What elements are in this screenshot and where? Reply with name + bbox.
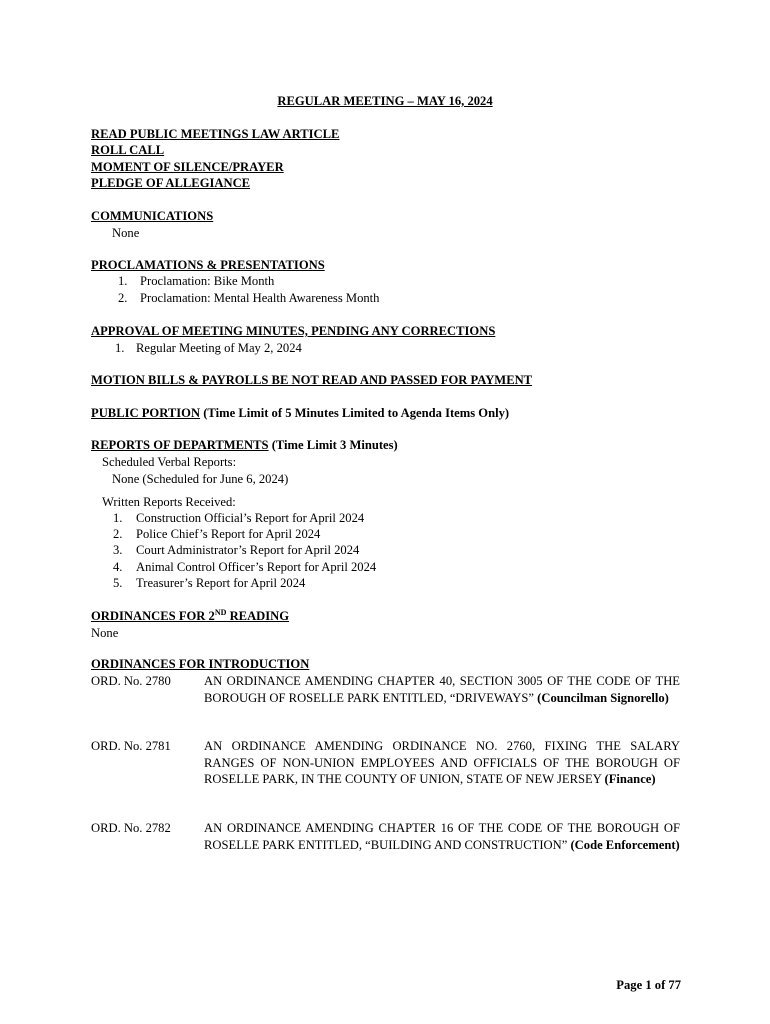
verbal-reports-text: None (Scheduled for June 6, 2024) [112,472,289,486]
ordinance-sponsor: (Code Enforcement) [570,837,680,852]
ordinance-number: ORD. No. 2782 [91,821,171,835]
heading-superscript: ND [214,608,227,617]
ordinance-number: ORD. No. 2781 [91,739,171,753]
list-item-number: 3. [113,543,123,557]
page-title: REGULAR MEETING – MAY 16, 2024 [277,94,493,108]
reports-note: (Time Limit 3 Minutes) [268,438,398,452]
communications-heading: COMMUNICATIONS [91,209,214,223]
public-portion-heading: PUBLIC PORTION [91,406,201,420]
ordinance-title: AN ORDINANCE AMENDING CHAPTER 40, SECTION 3005 OF THE CODE OF THE BOROUGH OF ROSELLE PARK ENTITLED, “DRIVEWAYS” [204,674,680,705]
list-item-number: 5. [113,576,123,590]
heading-text: ORDINANCES FOR 2 [91,609,215,623]
written-reports-label: Written Reports Received: [102,495,236,509]
ordinance-description [204,673,680,706]
opening-item: READ PUBLIC MEETINGS LAW ARTICLE [91,127,340,141]
list-item: Court Administrator’s Report for April 2024 [136,543,360,557]
ordinance-description [204,820,680,853]
list-item-number: 1. [113,511,123,525]
list-item: Construction Official’s Report for April 2024 [136,511,365,525]
verbal-reports-label: Scheduled Verbal Reports: [102,455,237,469]
list-item: Police Chief’s Report for April 2024 [136,527,321,541]
list-item: Proclamation: Mental Health Awareness Month [140,291,380,305]
ordinance-sponsor: (Councilman Signorello) [537,690,669,705]
list-item-number: 2. [113,527,123,541]
communications-text: None [112,226,140,240]
public-portion-note: (Time Limit of 5 Minutes Limited to Agenda Items Only) [200,406,510,420]
ordinance-title: AN ORDINANCE AMENDING CHAPTER 16 OF THE CODE OF THE BOROUGH OF ROSELLE PARK ENTITLED, “BUILDING AND CONSTRUCTION” [204,821,680,852]
ordinance-sponsor: (Finance) [604,772,656,786]
reports-heading: REPORTS OF DEPARTMENTS [91,438,269,452]
opening-item: MOMENT OF SILENCE/PRAYER [91,160,284,174]
reports-line [91,437,398,454]
list-item: Proclamation: Bike Month [140,274,275,288]
ordinance-number: ORD. No. 2780 [91,674,171,688]
opening-item: PLEDGE OF ALLEGIANCE [91,176,251,190]
page-number: Page 1 of 77 [616,978,681,992]
minutes-heading: APPROVAL OF MEETING MINUTES, PENDING ANY CORRECTIONS [91,324,496,338]
proclamations-heading: PROCLAMATIONS & PRESENTATIONS [91,258,325,272]
motion-heading: MOTION BILLS & PAYROLLS BE NOT READ AND PASSED FOR PAYMENT [91,373,533,387]
list-item: Animal Control Officer’s Report for April 2024 [136,560,377,574]
introduction-heading: ORDINANCES FOR INTRODUCTION [91,657,310,671]
heading-text: READING [226,609,290,623]
second-reading-text: None [91,626,119,640]
list-item-number: 4. [113,560,123,574]
opening-item: ROLL CALL [91,143,165,157]
ordinance-description [204,738,680,788]
second-reading-heading [91,608,289,625]
list-item: Treasurer’s Report for April 2024 [136,576,306,590]
list-item-number: 2. [118,291,128,305]
list-item-number: 1. [115,341,125,355]
ordinance-title: AN ORDINANCE AMENDING ORDINANCE NO. 2760, FIXING THE SALARY RANGES OF NON-UNION EMPLOYEES AND OFFICIALS OF THE BOROUGH OF ROSELLE PARK, IN THE COUNTY OF UNION, STATE OF NEW JERSEY [204,739,680,786]
list-item: Regular Meeting of May 2, 2024 [136,341,302,355]
public-portion-line [91,405,509,422]
list-item-number: 1. [118,274,128,288]
